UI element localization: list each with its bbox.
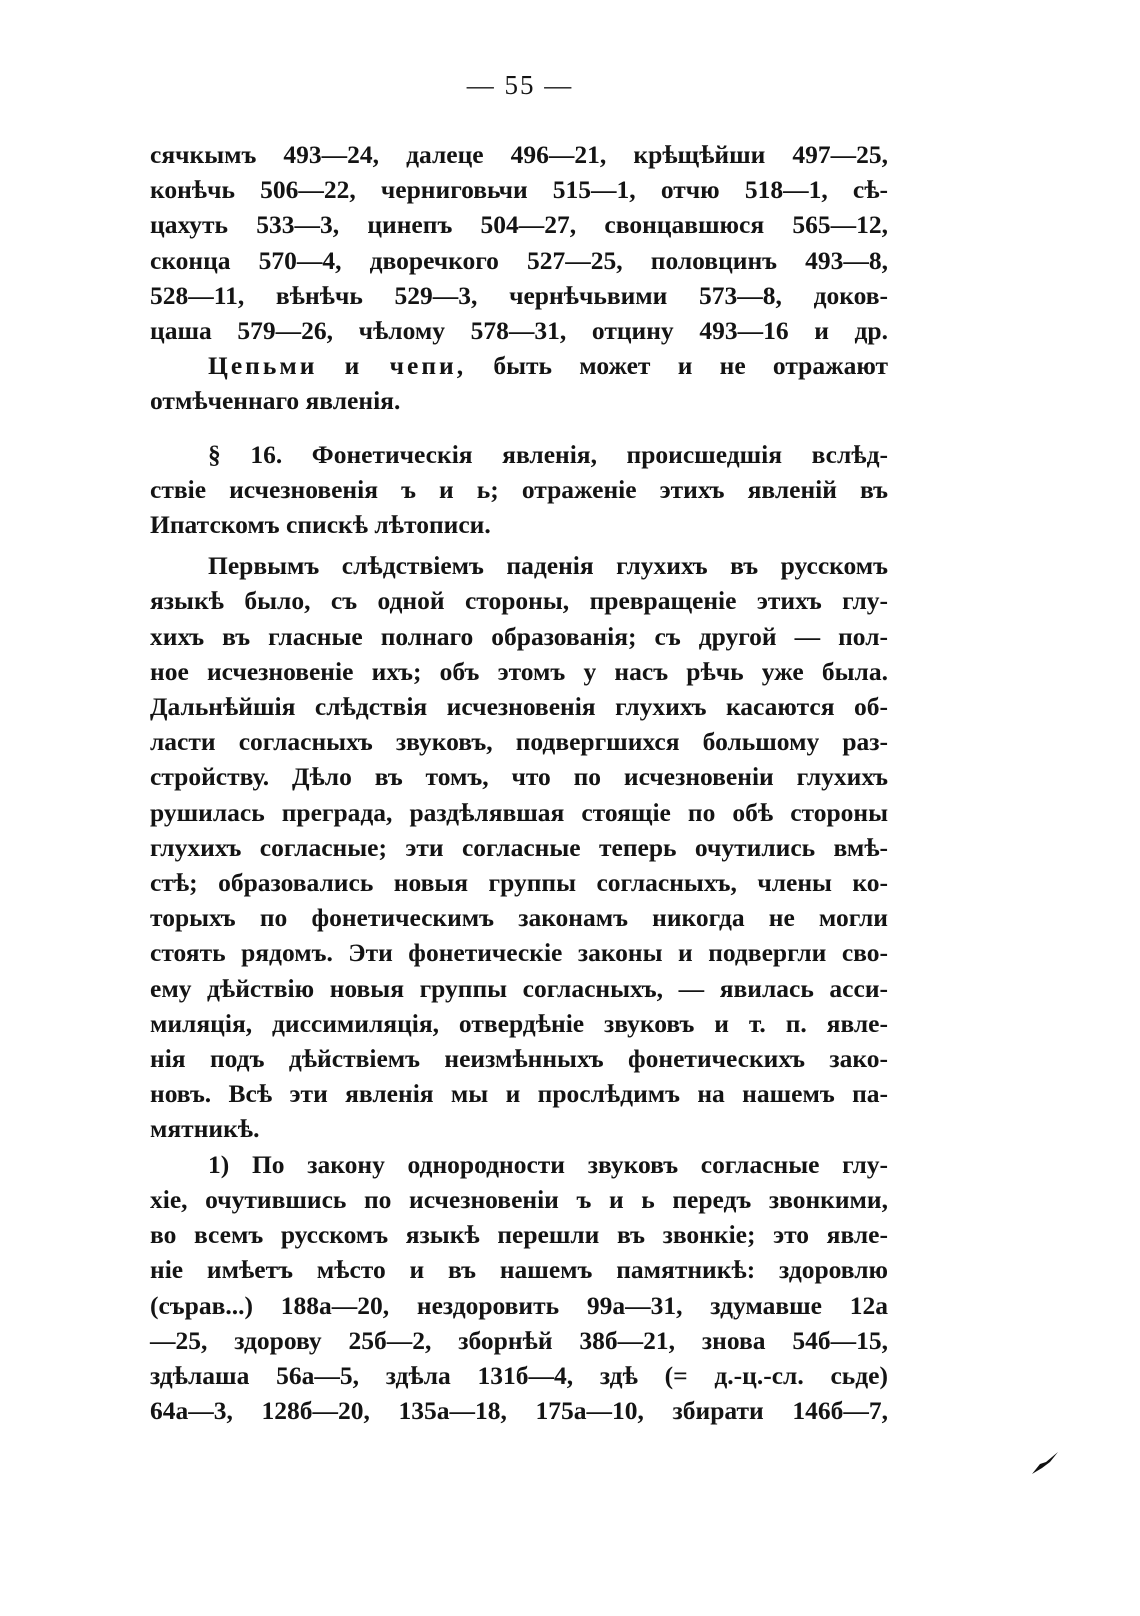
- text-fragment: быть может и не отражают: [493, 351, 889, 381]
- text-line: стройству. Дѣло въ томъ, что по исчезновеніи глухихъ: [150, 762, 888, 792]
- spaced-word: и: [344, 351, 363, 381]
- text-line: цаша 579—26, чѣлому 578—31, отцину 493—16 и др.: [150, 316, 888, 346]
- text-line: (сърав...) 188а—20, нездоровить 99а—31, здумавше 12а: [150, 1290, 888, 1320]
- text-line: конѣчь 506—22, черниговьчи 515—1, отчю 518—1, сѣ-: [150, 175, 888, 205]
- text-line: ное исчезновеніе ихъ; объ этомъ у насъ рѣчь уже была.: [150, 656, 888, 686]
- text-line: глухихъ согласные; эти согласные теперь очутились вмѣ-: [150, 832, 888, 862]
- text-line: хихъ въ гласные полнаго образованія; съ другой — пол-: [150, 621, 888, 651]
- text-line: 64а—3, 128б—20, 135а—18, 175а—10, збирати 146б—7,: [150, 1396, 888, 1426]
- text-line: языкѣ было, съ одной стороны, превращеніе этихъ глу-: [150, 586, 888, 616]
- text-line: 1) По закону однородности звуковъ согласные глу-: [208, 1149, 888, 1179]
- text-block-examples: [150, 137, 888, 1428]
- text-line: во всемъ русскомъ языкѣ перешли въ звонкіе; это явле-: [150, 1220, 888, 1250]
- text-line: —25, здорову 25б—2, зборнѣй 38б—21, знова 54б—15,: [150, 1325, 888, 1355]
- text-line: ніе имѣетъ мѣсто и въ нашемъ памятникѣ: здоровлю: [150, 1255, 888, 1285]
- text-line: сконца 570—4, дворечкого 527—25, половцинъ 493—8,: [150, 245, 888, 275]
- text-line: отмѣченнаго явленія.: [150, 386, 401, 416]
- text-line: здѣлаша 56а—5, здѣла 131б—4, здѣ (= д.-ц.-сл. сьде): [150, 1360, 888, 1390]
- section-heading-line: § 16. Фонетическія явленія, происшедшія вслѣд-: [208, 439, 888, 469]
- ink-mark-icon: [1030, 1450, 1060, 1476]
- text-line: мятникѣ.: [150, 1114, 260, 1144]
- paragraph-gap: [150, 419, 888, 437]
- text-line: Дальнѣйшія слѣдствія исчезновенія глухихъ касаются об-: [150, 692, 888, 722]
- section-heading-line: Ипатскомъ спискѣ лѣтописи.: [150, 510, 491, 540]
- text-line: стоять рядомъ. Эти фонетическіе законы и подвергли сво-: [150, 938, 888, 968]
- text-line: рушилась преграда, раздѣлявшая стоящіе по обѣ стороны: [150, 797, 888, 827]
- text-line: стѣ; образовались новыя группы согласныхъ, члены ко-: [150, 868, 888, 898]
- text-line: миляція, диссимиляція, отвердѣніе звуковъ и т. п. явле-: [150, 1008, 888, 1038]
- text-line: сячкымъ 493—24, далеце 496—21, крѣщѣйши 497—25,: [150, 140, 888, 169]
- spaced-word: чепи,: [389, 351, 467, 381]
- text-line: цахуть 533—3, цинепъ 504—27, свонцавшюся 565—12,: [150, 210, 888, 240]
- text-line: 528—11, вѣнѣчь 529—3, чернѣчьвими 573—8, доков-: [150, 280, 888, 310]
- text-line: новъ. Всѣ эти явленія мы и прослѣдимъ на нашемъ па-: [150, 1079, 888, 1109]
- text-line: хіе, очутившись по исчезновеніи ъ и ь передъ звонкими,: [150, 1184, 888, 1214]
- page-number: — 55 —: [466, 70, 574, 100]
- text-line: ласти согласныхъ звуковъ, подвергшихся большому раз-: [150, 727, 888, 757]
- text-line: ему дѣйствію новыя группы согласныхъ, — явилась асси-: [150, 973, 888, 1003]
- text-line-spaced: [150, 348, 888, 383]
- text-line: Первымъ слѣдствіемъ паденія глухихъ въ русскомъ: [208, 551, 888, 581]
- text-line: нія подъ дѣйствіемъ неизмѣнныхъ фонетическихъ зако-: [150, 1044, 888, 1074]
- section-heading-line: ствіе исчезновенія ъ и ь; отраженіе этихъ явленій въ: [150, 474, 888, 504]
- text-line: торыхъ по фонетическимъ законамъ никогда не могли: [150, 903, 888, 933]
- spaced-word: Цепьми: [208, 351, 318, 381]
